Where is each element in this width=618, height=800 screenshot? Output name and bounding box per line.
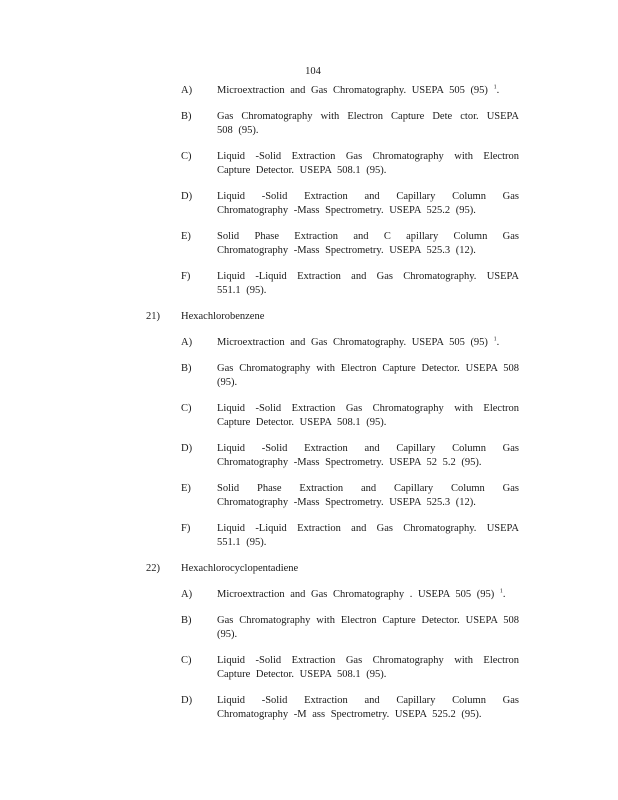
document-body xyxy=(0,84,618,734)
method-item xyxy=(0,150,618,178)
item-letter: A) xyxy=(181,85,193,96)
method-item xyxy=(0,614,618,642)
method-text: Liquid -Solid Extraction and Capillary Column Gas Chromatography -Mass Spectrometry. USEPA 525.2 (95). xyxy=(217,191,519,216)
method-text: Gas Chromatography with Electron Capture Dete ctor. USEPA 508 (95). xyxy=(217,111,519,136)
method-item xyxy=(0,694,618,722)
method-description xyxy=(217,522,519,550)
item-letter: A) xyxy=(181,337,193,348)
method-item xyxy=(0,522,618,550)
method-description xyxy=(217,190,519,218)
method-text: Liquid -Solid Extraction Gas Chromatography with Electron Capture Detector. USEPA 508.1 (95). xyxy=(217,403,519,428)
trailing-period: . xyxy=(502,589,506,600)
method-description xyxy=(217,230,519,258)
method-text: Liquid -Solid Extraction and Capillary Column Gas Chromatography -M ass Spectrometry. USEPA 525.2 (95). xyxy=(217,695,519,720)
method-text: Microextraction and Gas Chromatography. USEPA 505 (95) xyxy=(217,85,488,96)
trailing-period: . xyxy=(496,337,500,348)
method-item xyxy=(0,588,618,602)
method-item xyxy=(0,84,618,98)
trailing-period: . xyxy=(496,85,500,96)
method-item xyxy=(0,230,618,258)
method-description xyxy=(217,402,519,430)
method-text: Liquid -Liquid Extraction and Gas Chromatography. USEPA 551.1 (95). xyxy=(217,523,519,548)
method-text: Liquid -Liquid Extraction and Gas Chromatography. USEPA 551.1 (95). xyxy=(217,271,519,296)
method-description xyxy=(217,336,519,350)
item-letter: D) xyxy=(181,443,193,454)
method-text: Microextraction and Gas Chromatography. USEPA 505 (95) xyxy=(217,337,488,348)
item-letter: C) xyxy=(181,655,192,666)
section-heading xyxy=(0,562,618,576)
method-item xyxy=(0,482,618,510)
item-letter: C) xyxy=(181,151,192,162)
method-text: Solid Phase Extraction and Capillary Column Gas Chromatography -Mass Spectrometry. USEPA 525.3 (12). xyxy=(217,483,519,508)
method-section xyxy=(0,310,618,550)
item-letter: A) xyxy=(181,589,193,600)
item-letter: C) xyxy=(181,403,192,414)
footnote-marker: 1 xyxy=(499,588,503,595)
method-description xyxy=(217,482,519,510)
method-item xyxy=(0,442,618,470)
method-description xyxy=(217,362,519,390)
footnote-marker: 1 xyxy=(493,336,497,343)
method-description xyxy=(217,84,519,98)
item-letter: B) xyxy=(181,615,192,626)
item-letter: E) xyxy=(181,483,191,494)
item-letter: D) xyxy=(181,695,193,706)
method-section xyxy=(0,84,618,298)
method-section xyxy=(0,562,618,722)
item-letter: E) xyxy=(181,231,191,242)
footnote-marker: 1 xyxy=(493,84,497,91)
method-text: Gas Chromatography with Electron Capture Detector. USEPA 508 (95). xyxy=(217,615,519,640)
item-letter: D) xyxy=(181,191,193,202)
method-description xyxy=(217,442,519,470)
method-description xyxy=(217,150,519,178)
contaminant-name: Hexachlorocyclopentadiene xyxy=(181,563,299,574)
page-number: 104 xyxy=(305,66,321,77)
method-description xyxy=(217,614,519,642)
method-item xyxy=(0,362,618,390)
method-item xyxy=(0,654,618,682)
method-text: Liquid -Solid Extraction and Capillary Column Gas Chromatography -Mass Spectrometry. USEPA 52 5.2 (95). xyxy=(217,443,519,468)
section-heading xyxy=(0,310,618,324)
method-text: Microextraction and Gas Chromatography . USEPA 505 (95) xyxy=(217,589,495,600)
method-description xyxy=(217,270,519,298)
method-description xyxy=(217,694,519,722)
method-text: Solid Phase Extraction and C apillary Column Gas Chromatography -Mass Spectrometry. USEPA 525.3 (12). xyxy=(217,231,519,256)
method-text: Liquid -Solid Extraction Gas Chromatography with Electron Capture Detector. USEPA 508.1 (95). xyxy=(217,151,519,176)
method-description xyxy=(217,110,519,138)
contaminant-name: Hexachlorobenzene xyxy=(181,311,265,322)
item-letter: F) xyxy=(181,523,191,534)
method-text: Gas Chromatography with Electron Capture Detector. USEPA 508 (95). xyxy=(217,363,519,388)
method-item xyxy=(0,270,618,298)
method-item xyxy=(0,110,618,138)
method-item xyxy=(0,402,618,430)
item-letter: F) xyxy=(181,271,191,282)
method-text: Liquid -Solid Extraction Gas Chromatography with Electron Capture Detector. USEPA 508.1 (95). xyxy=(217,655,519,680)
item-letter: B) xyxy=(181,111,192,122)
method-description xyxy=(217,654,519,682)
section-number: 21) xyxy=(146,311,160,322)
method-item xyxy=(0,336,618,350)
method-description xyxy=(217,588,519,602)
section-number: 22) xyxy=(146,563,160,574)
item-letter: B) xyxy=(181,363,192,374)
method-item xyxy=(0,190,618,218)
